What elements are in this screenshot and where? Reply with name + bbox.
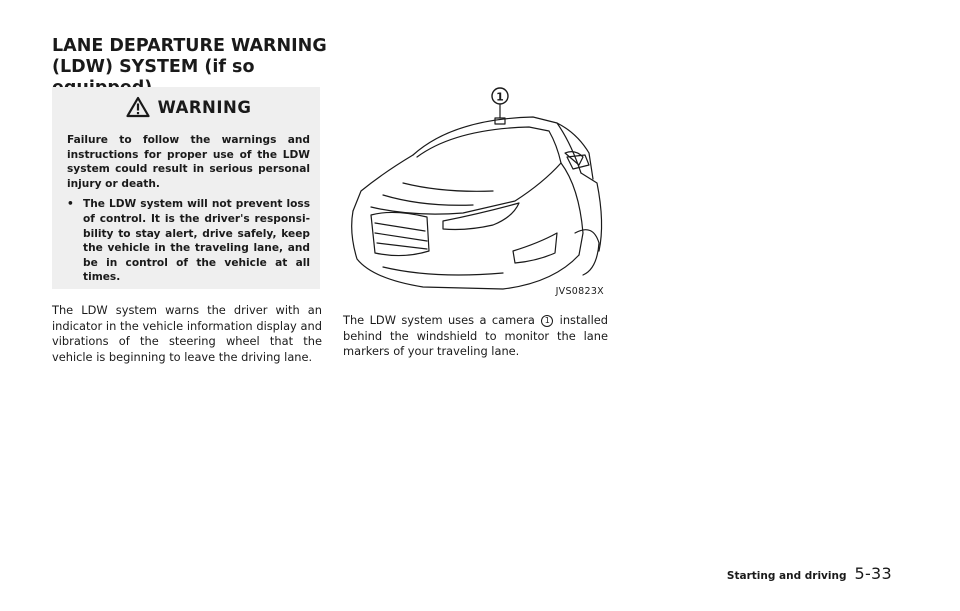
figure-code: JVS0823X (555, 286, 604, 297)
camera-description-paragraph (343, 313, 608, 360)
camera-text-before: The LDW system uses a camera (343, 313, 535, 327)
inline-callout-icon: 1 (541, 315, 553, 327)
vehicle-camera-diagram (343, 83, 608, 299)
warning-bullet (67, 197, 310, 285)
warning-box (52, 87, 320, 289)
warning-title: WARNING (157, 97, 252, 117)
warning-intro: Failure to follow the warnings and instructions for proper use of the LDW system could result in serious personal injury or death. (67, 134, 310, 190)
page-number: 5-33 (854, 564, 892, 583)
ldw-description-paragraph: The LDW system warns the driver with an indicator in the vehicle information display and vibrations of the steering wheel that the vehicle is beginning to leave the driving lane. (52, 303, 322, 364)
title-line-2: (LDW) SYSTEM (if so (52, 57, 255, 77)
bullet-marker: • (67, 198, 74, 211)
warning-triangle-icon (126, 96, 150, 118)
warning-header (67, 87, 310, 127)
callout-number: 1 (496, 90, 504, 104)
warning-bullet-text: The LDW system will not prevent loss of control. It is the driver's responsi-bility to stay alert, drive safely, keep the vehicle in the traveling lane, and be in control of the vehicle at all times. (83, 198, 310, 284)
vehicle-illustration (343, 83, 608, 299)
page-footer (727, 564, 892, 583)
footer-section-name: Starting and driving (726, 570, 847, 582)
title-line-1: LANE DEPARTURE WARNING (52, 36, 327, 56)
camera-text-after: installed behind the windshield to monitor the lane markers of your traveling lane. (343, 313, 608, 359)
